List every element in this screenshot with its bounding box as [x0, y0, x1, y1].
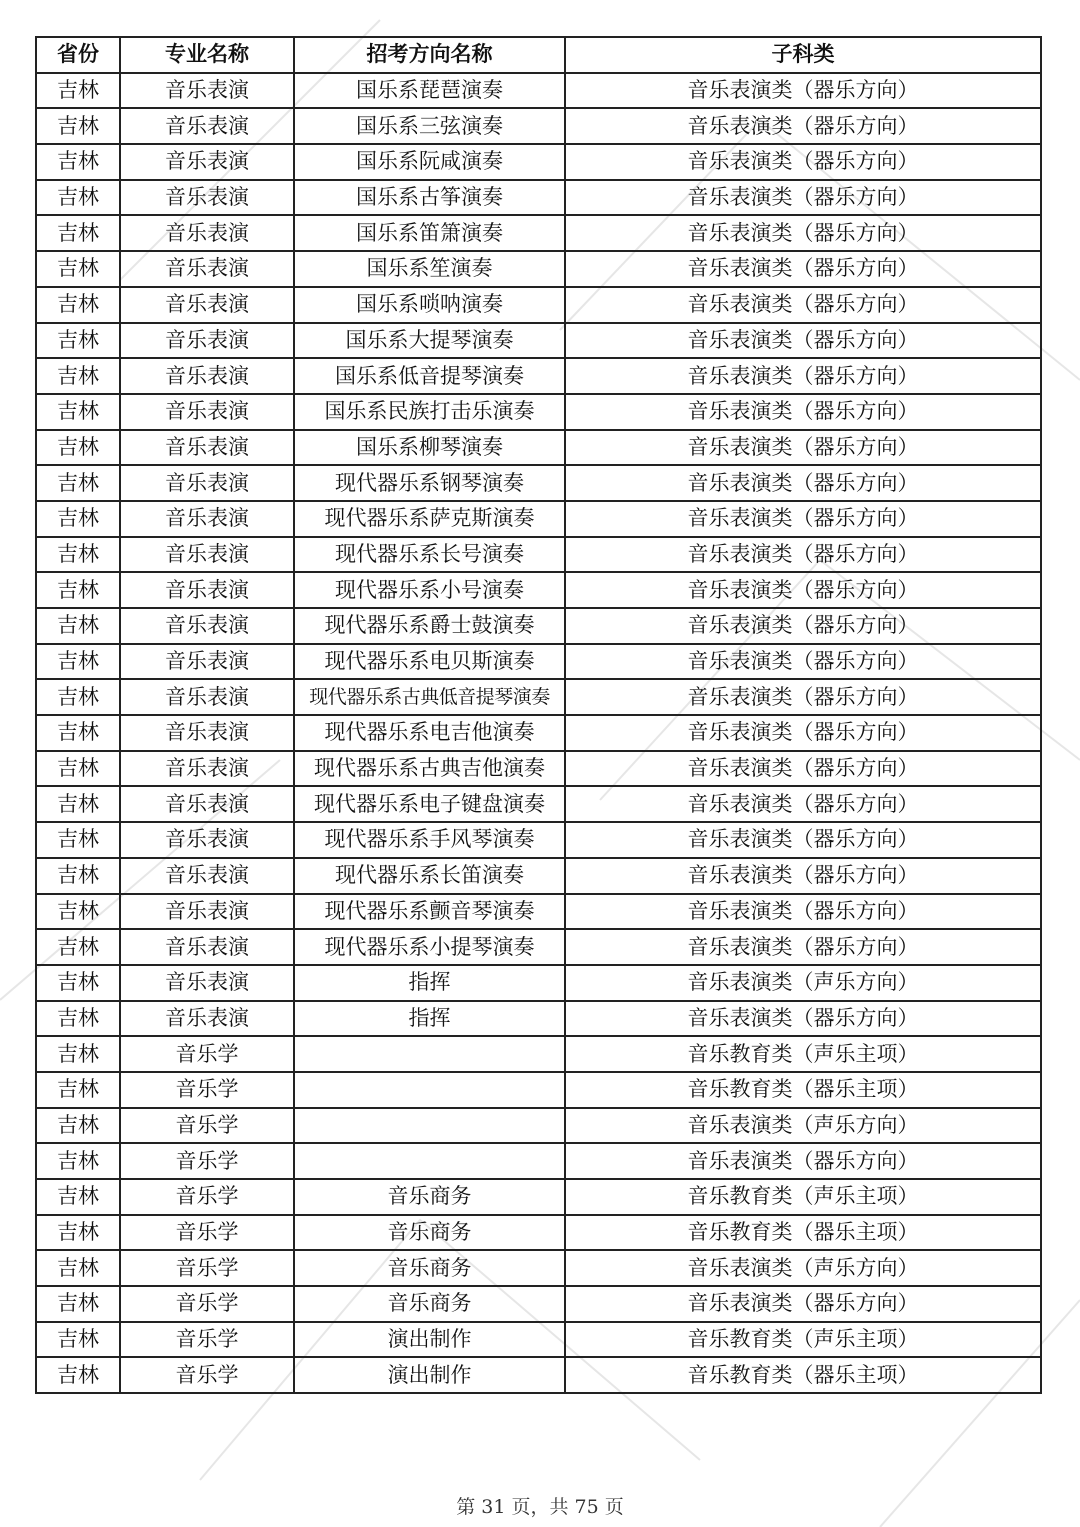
cell-direction: 现代器乐系钢琴演奏: [294, 465, 565, 501]
table-row: [36, 1072, 1041, 1108]
cell-major: 音乐学: [120, 1286, 294, 1322]
cell-subcategory: 音乐表演类（声乐方向）: [565, 965, 1041, 1001]
cell-major: 音乐学: [120, 1108, 294, 1144]
cell-province: 吉林: [36, 501, 120, 537]
table-row: [36, 786, 1041, 822]
cell-direction: 现代器乐系长笛演奏: [294, 858, 565, 894]
table-row: [36, 358, 1041, 394]
cell-major: 音乐学: [120, 1322, 294, 1358]
cell-direction: 指挥: [294, 1001, 565, 1037]
cell-province: 吉林: [36, 786, 120, 822]
cell-province: 吉林: [36, 572, 120, 608]
cell-province: 吉林: [36, 394, 120, 430]
cell-major: 音乐表演: [120, 644, 294, 680]
cell-subcategory: 音乐表演类（器乐方向）: [565, 572, 1041, 608]
cell-major: 音乐学: [120, 1250, 294, 1286]
cell-direction: [294, 1143, 565, 1179]
cell-major: 音乐学: [120, 1357, 294, 1393]
cell-major: 音乐学: [120, 1143, 294, 1179]
cell-province: 吉林: [36, 822, 120, 858]
cell-subcategory: 音乐表演类（器乐方向）: [565, 929, 1041, 965]
cell-major: 音乐表演: [120, 965, 294, 1001]
cell-direction: 现代器乐系电贝斯演奏: [294, 644, 565, 680]
cell-major: 音乐表演: [120, 358, 294, 394]
cell-subcategory: 音乐表演类（器乐方向）: [565, 180, 1041, 216]
cell-province: 吉林: [36, 1036, 120, 1072]
table-row: [36, 537, 1041, 573]
cell-direction: 现代器乐系手风琴演奏: [294, 822, 565, 858]
cell-major: 音乐表演: [120, 323, 294, 359]
table-row: [36, 1286, 1041, 1322]
table-row: [36, 894, 1041, 930]
page-number: 第 31 页，共 75 页: [456, 1496, 624, 1518]
table-row: [36, 251, 1041, 287]
cell-direction: 音乐商务: [294, 1286, 565, 1322]
cell-subcategory: 音乐表演类（器乐方向）: [565, 108, 1041, 144]
cell-province: 吉林: [36, 358, 120, 394]
table-row: [36, 822, 1041, 858]
cell-direction: 指挥: [294, 965, 565, 1001]
cell-subcategory: 音乐表演类（器乐方向）: [565, 501, 1041, 537]
cell-province: 吉林: [36, 644, 120, 680]
cell-province: 吉林: [36, 1108, 120, 1144]
cell-major: 音乐学: [120, 1215, 294, 1251]
cell-direction: [294, 1072, 565, 1108]
admissions-table: [35, 36, 1042, 1394]
table-row: [36, 1215, 1041, 1251]
cell-province: 吉林: [36, 929, 120, 965]
table-row: [36, 73, 1041, 109]
cell-major: 音乐表演: [120, 501, 294, 537]
table-row: [36, 1250, 1041, 1286]
cell-province: 吉林: [36, 751, 120, 787]
cell-major: 音乐表演: [120, 180, 294, 216]
cell-major: 音乐表演: [120, 715, 294, 751]
cell-direction: 现代器乐系长号演奏: [294, 537, 565, 573]
cell-province: 吉林: [36, 1322, 120, 1358]
table-row: [36, 751, 1041, 787]
cell-direction: 现代器乐系爵士鼓演奏: [294, 608, 565, 644]
table-row: [36, 572, 1041, 608]
cell-direction: 国乐系大提琴演奏: [294, 323, 565, 359]
cell-subcategory: 音乐表演类（器乐方向）: [565, 608, 1041, 644]
cell-province: 吉林: [36, 287, 120, 323]
cell-subcategory: 音乐表演类（器乐方向）: [565, 679, 1041, 715]
cell-major: 音乐表演: [120, 73, 294, 109]
cell-subcategory: 音乐表演类（器乐方向）: [565, 822, 1041, 858]
cell-direction: 现代器乐系古典低音提琴演奏: [294, 679, 565, 715]
cell-subcategory: 音乐表演类（器乐方向）: [565, 894, 1041, 930]
table-row: [36, 679, 1041, 715]
table-row: [36, 287, 1041, 323]
cell-province: 吉林: [36, 537, 120, 573]
cell-subcategory: 音乐表演类（器乐方向）: [565, 394, 1041, 430]
cell-major: 音乐表演: [120, 287, 294, 323]
cell-province: 吉林: [36, 1357, 120, 1393]
cell-direction: 现代器乐系小号演奏: [294, 572, 565, 608]
cell-subcategory: 音乐表演类（器乐方向）: [565, 465, 1041, 501]
header-major: 专业名称: [120, 37, 294, 73]
table-row: [36, 715, 1041, 751]
cell-province: 吉林: [36, 251, 120, 287]
table-row: [36, 144, 1041, 180]
cell-province: 吉林: [36, 215, 120, 251]
cell-major: 音乐表演: [120, 430, 294, 466]
cell-subcategory: 音乐表演类（器乐方向）: [565, 786, 1041, 822]
table-row: [36, 501, 1041, 537]
cell-major: 音乐表演: [120, 894, 294, 930]
cell-subcategory: 音乐表演类（器乐方向）: [565, 215, 1041, 251]
cell-subcategory: 音乐教育类（声乐主项）: [565, 1036, 1041, 1072]
cell-direction: 国乐系民族打击乐演奏: [294, 394, 565, 430]
cell-direction: 国乐系唢呐演奏: [294, 287, 565, 323]
cell-major: 音乐表演: [120, 537, 294, 573]
cell-major: 音乐表演: [120, 858, 294, 894]
table-row: [36, 1357, 1041, 1393]
cell-direction: 国乐系笛箫演奏: [294, 215, 565, 251]
cell-subcategory: 音乐表演类（器乐方向）: [565, 1001, 1041, 1037]
cell-subcategory: 音乐表演类（器乐方向）: [565, 751, 1041, 787]
table-row: [36, 1036, 1041, 1072]
cell-province: 吉林: [36, 323, 120, 359]
cell-province: 吉林: [36, 108, 120, 144]
cell-subcategory: 音乐表演类（声乐方向）: [565, 1250, 1041, 1286]
cell-province: 吉林: [36, 144, 120, 180]
cell-direction: 国乐系琵琶演奏: [294, 73, 565, 109]
cell-province: 吉林: [36, 715, 120, 751]
cell-major: 音乐表演: [120, 144, 294, 180]
cell-direction: 现代器乐系小提琴演奏: [294, 929, 565, 965]
cell-province: 吉林: [36, 180, 120, 216]
cell-province: 吉林: [36, 858, 120, 894]
cell-direction: [294, 1036, 565, 1072]
cell-province: 吉林: [36, 465, 120, 501]
cell-direction: 现代器乐系电子键盘演奏: [294, 786, 565, 822]
cell-direction: 国乐系三弦演奏: [294, 108, 565, 144]
cell-direction: 国乐系柳琴演奏: [294, 430, 565, 466]
cell-province: 吉林: [36, 1143, 120, 1179]
table-row: [36, 215, 1041, 251]
table-row: [36, 1108, 1041, 1144]
table-row: [36, 430, 1041, 466]
cell-subcategory: 音乐表演类（器乐方向）: [565, 144, 1041, 180]
cell-major: 音乐表演: [120, 786, 294, 822]
cell-direction: 国乐系古筝演奏: [294, 180, 565, 216]
cell-subcategory: 音乐表演类（器乐方向）: [565, 73, 1041, 109]
cell-direction: 音乐商务: [294, 1250, 565, 1286]
cell-major: 音乐表演: [120, 108, 294, 144]
table-row: [36, 608, 1041, 644]
cell-province: 吉林: [36, 430, 120, 466]
table-row: [36, 929, 1041, 965]
cell-province: 吉林: [36, 1286, 120, 1322]
cell-direction: 国乐系阮咸演奏: [294, 144, 565, 180]
cell-direction: 现代器乐系电吉他演奏: [294, 715, 565, 751]
cell-major: 音乐表演: [120, 251, 294, 287]
cell-direction: 现代器乐系萨克斯演奏: [294, 501, 565, 537]
cell-province: 吉林: [36, 894, 120, 930]
cell-direction: 音乐商务: [294, 1179, 565, 1215]
cell-major: 音乐表演: [120, 394, 294, 430]
table-row: [36, 965, 1041, 1001]
cell-subcategory: 音乐教育类（器乐主项）: [565, 1357, 1041, 1393]
table-row: [36, 1143, 1041, 1179]
header-subcategory: 子科类: [565, 37, 1041, 73]
cell-province: 吉林: [36, 608, 120, 644]
cell-major: 音乐表演: [120, 1001, 294, 1037]
table-row: [36, 858, 1041, 894]
cell-province: 吉林: [36, 1072, 120, 1108]
cell-subcategory: 音乐教育类（器乐主项）: [565, 1072, 1041, 1108]
cell-direction: [294, 1108, 565, 1144]
cell-major: 音乐表演: [120, 465, 294, 501]
cell-major: 音乐学: [120, 1072, 294, 1108]
cell-subcategory: 音乐表演类（器乐方向）: [565, 644, 1041, 680]
table-row: [36, 394, 1041, 430]
cell-direction: 国乐系低音提琴演奏: [294, 358, 565, 394]
cell-major: 音乐表演: [120, 679, 294, 715]
cell-subcategory: 音乐表演类（器乐方向）: [565, 537, 1041, 573]
table-row: [36, 108, 1041, 144]
cell-province: 吉林: [36, 73, 120, 109]
cell-direction: 现代器乐系古典吉他演奏: [294, 751, 565, 787]
cell-subcategory: 音乐表演类（器乐方向）: [565, 715, 1041, 751]
cell-province: 吉林: [36, 1215, 120, 1251]
table-row: [36, 465, 1041, 501]
cell-subcategory: 音乐表演类（声乐方向）: [565, 1108, 1041, 1144]
cell-direction: 国乐系笙演奏: [294, 251, 565, 287]
cell-major: 音乐表演: [120, 215, 294, 251]
cell-subcategory: 音乐表演类（器乐方向）: [565, 358, 1041, 394]
cell-major: 音乐学: [120, 1179, 294, 1215]
cell-subcategory: 音乐表演类（器乐方向）: [565, 323, 1041, 359]
cell-direction: 现代器乐系颤音琴演奏: [294, 894, 565, 930]
cell-province: 吉林: [36, 1250, 120, 1286]
header-province: 省份: [36, 37, 120, 73]
cell-subcategory: 音乐表演类（器乐方向）: [565, 1286, 1041, 1322]
cell-subcategory: 音乐表演类（器乐方向）: [565, 430, 1041, 466]
cell-direction: 演出制作: [294, 1322, 565, 1358]
cell-subcategory: 音乐表演类（器乐方向）: [565, 1143, 1041, 1179]
cell-subcategory: 音乐表演类（器乐方向）: [565, 287, 1041, 323]
header-direction: 招考方向名称: [294, 37, 565, 73]
cell-major: 音乐表演: [120, 929, 294, 965]
cell-province: 吉林: [36, 1179, 120, 1215]
cell-province: 吉林: [36, 1001, 120, 1037]
table-row: [36, 1001, 1041, 1037]
cell-subcategory: 音乐表演类（器乐方向）: [565, 858, 1041, 894]
table-row: [36, 644, 1041, 680]
cell-major: 音乐表演: [120, 608, 294, 644]
table-row: [36, 323, 1041, 359]
cell-direction: 音乐商务: [294, 1215, 565, 1251]
cell-subcategory: 音乐教育类（器乐主项）: [565, 1215, 1041, 1251]
table-header-row: [36, 37, 1041, 73]
table-row: [36, 1322, 1041, 1358]
cell-subcategory: 音乐教育类（声乐主项）: [565, 1322, 1041, 1358]
cell-major: 音乐表演: [120, 822, 294, 858]
cell-direction: 演出制作: [294, 1357, 565, 1393]
cell-major: 音乐表演: [120, 751, 294, 787]
cell-major: 音乐学: [120, 1036, 294, 1072]
table-row: [36, 1179, 1041, 1215]
table-body: [36, 73, 1041, 1393]
cell-subcategory: 音乐教育类（声乐主项）: [565, 1179, 1041, 1215]
table-row: [36, 180, 1041, 216]
cell-province: 吉林: [36, 679, 120, 715]
cell-province: 吉林: [36, 965, 120, 1001]
cell-subcategory: 音乐表演类（器乐方向）: [565, 251, 1041, 287]
cell-major: 音乐表演: [120, 572, 294, 608]
